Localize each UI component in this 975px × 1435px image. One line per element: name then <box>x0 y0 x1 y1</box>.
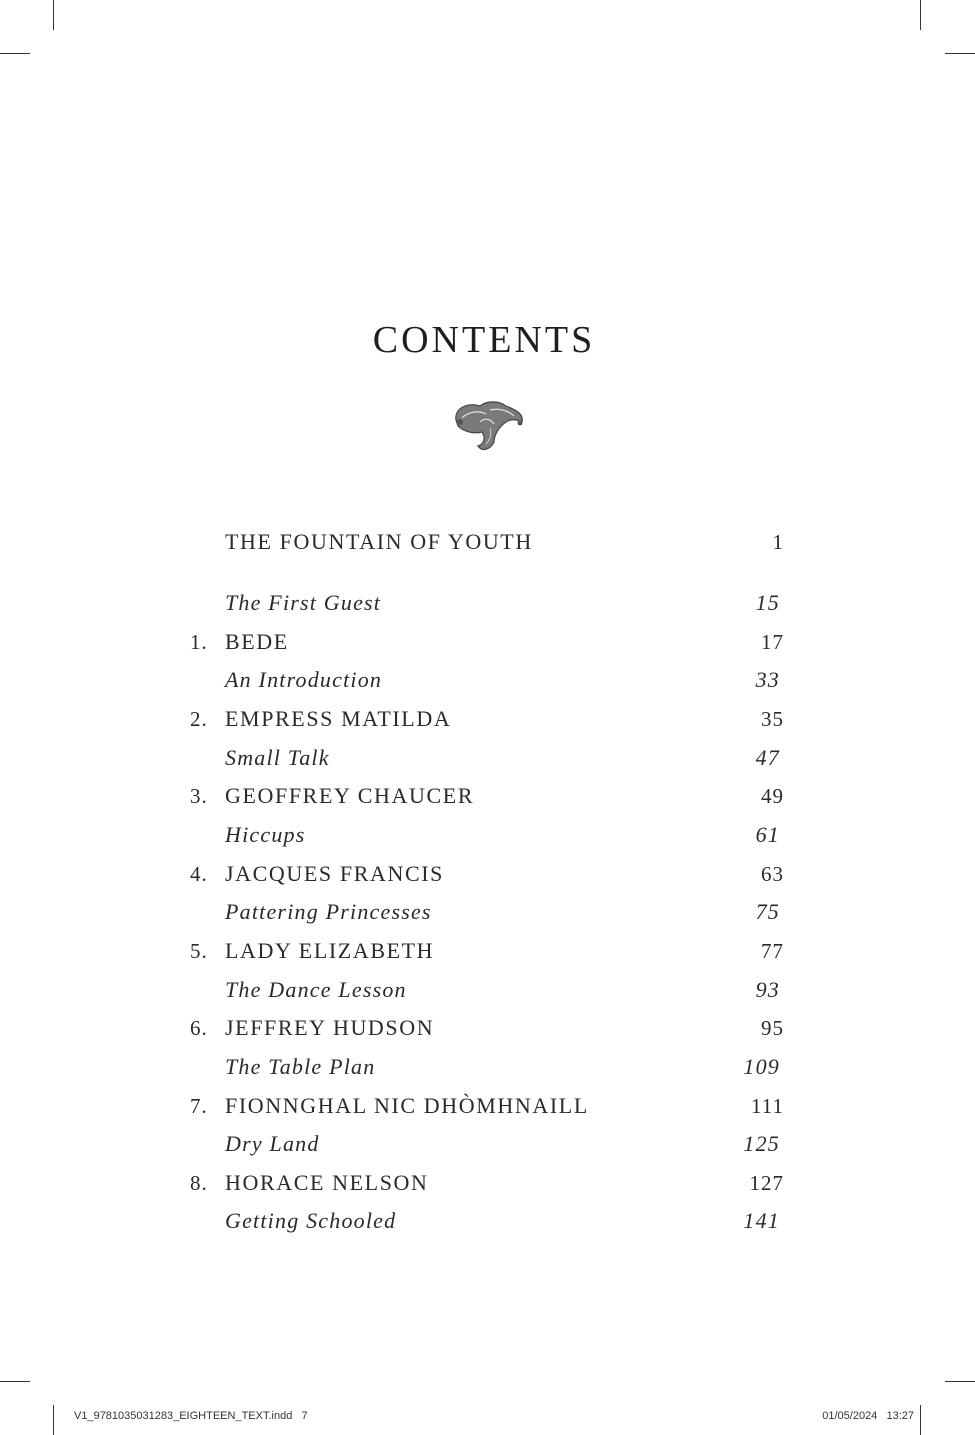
crop-mark-bottom-right-h <box>945 1381 975 1382</box>
toc-entry-number: 2. <box>190 707 208 731</box>
toc-entry-page: 33 <box>755 667 780 692</box>
toc-entry-number: 1. <box>190 630 208 654</box>
toc-entry-number: 3. <box>190 784 208 808</box>
toc-entry-page: 95 <box>761 1016 784 1040</box>
toc-entry-page: 77 <box>761 939 784 963</box>
toc-entry-label: FIONNGHAL NIC DHÒMHNAILL <box>225 1093 589 1118</box>
toc-entry-page: 109 <box>743 1054 780 1079</box>
fleuron-icon <box>450 398 528 454</box>
toc-prologue-label: THE FOUNTAIN OF YOUTH <box>225 529 533 554</box>
page-title: CONTENTS <box>372 319 596 361</box>
toc-entry-label: Hiccups <box>225 822 306 847</box>
toc-entry-page: 17 <box>761 630 784 654</box>
toc-entry-page: 61 <box>755 822 780 847</box>
crop-mark-bottom-left-h <box>0 1381 30 1382</box>
toc-entry-page: 15 <box>755 590 780 615</box>
toc-entry-number: 7. <box>190 1094 208 1118</box>
toc-entry-label: The First Guest <box>225 590 382 615</box>
toc-entry-label: JEFFREY HUDSON <box>225 1015 435 1040</box>
toc-entry <box>190 781 790 811</box>
toc-entry-label: GEOFFREY CHAUCER <box>225 783 475 808</box>
toc-entry-label: JACQUES FRANCIS <box>225 861 444 886</box>
toc-entry-number: 8. <box>190 1171 208 1195</box>
toc-entry-number: 5. <box>190 939 208 963</box>
toc-entry <box>190 975 790 1005</box>
toc-entry <box>190 1052 790 1082</box>
toc-entry-label: Getting Schooled <box>225 1208 397 1233</box>
crop-mark-top-right <box>920 0 921 30</box>
crop-mark-top-left <box>53 0 54 30</box>
toc-entry-page: 49 <box>761 784 784 808</box>
toc-entry-label: BEDE <box>225 629 289 654</box>
toc-entry-label: Dry Land <box>225 1131 320 1156</box>
toc-entry-label: EMPRESS MATILDA <box>225 706 452 731</box>
crop-mark-top-left-h <box>0 53 30 54</box>
crop-mark-bottom-left <box>53 1405 54 1435</box>
toc-entry-label: Small Talk <box>225 745 330 770</box>
toc-entry-page: 111 <box>751 1094 784 1118</box>
toc-entry-page: 63 <box>761 862 784 886</box>
toc-entry-page: 47 <box>755 745 780 770</box>
toc-entry <box>190 1206 790 1236</box>
toc-entry <box>190 897 790 927</box>
crop-mark-top-right-h <box>945 53 975 54</box>
toc-entry <box>190 859 790 889</box>
toc-entry-page: 141 <box>743 1208 780 1233</box>
toc-entry-page: 127 <box>749 1171 784 1195</box>
toc-entry-label: HORACE NELSON <box>225 1170 429 1195</box>
toc-entry-label: An Introduction <box>225 667 383 692</box>
toc-entry-label: The Dance Lesson <box>225 977 407 1002</box>
toc-entry-page: 75 <box>755 899 780 924</box>
toc-prologue <box>190 527 790 557</box>
toc-entry <box>190 1091 790 1121</box>
toc-entry <box>190 665 790 695</box>
toc-entry-number: 6. <box>190 1016 208 1040</box>
toc-entry <box>190 588 790 618</box>
toc-entry <box>190 704 790 734</box>
toc-entry <box>190 820 790 850</box>
toc-entry <box>190 1168 790 1198</box>
slug-filename: V1_9781035031283_EIGHTEEN_TEXT.indd 7 <box>74 1410 308 1422</box>
toc-entry-label: The Table Plan <box>225 1054 376 1079</box>
toc-entry <box>190 743 790 773</box>
toc-entry-label: Pattering Princesses <box>225 899 432 924</box>
toc-entry-page: 125 <box>743 1131 780 1156</box>
toc-prologue-page: 1 <box>772 530 784 554</box>
toc-entry <box>190 627 790 657</box>
toc-entry-page: 93 <box>755 977 780 1002</box>
toc-entry <box>190 1129 790 1159</box>
toc-entry-page: 35 <box>761 707 784 731</box>
toc-entry <box>190 1013 790 1043</box>
toc-entry-number: 4. <box>190 862 208 886</box>
toc-entry-label: LADY ELIZABETH <box>225 938 435 963</box>
slug-datetime: 01/05/2024 13:27 <box>822 1410 914 1422</box>
crop-mark-bottom-right <box>920 1405 921 1435</box>
toc-entry <box>190 936 790 966</box>
